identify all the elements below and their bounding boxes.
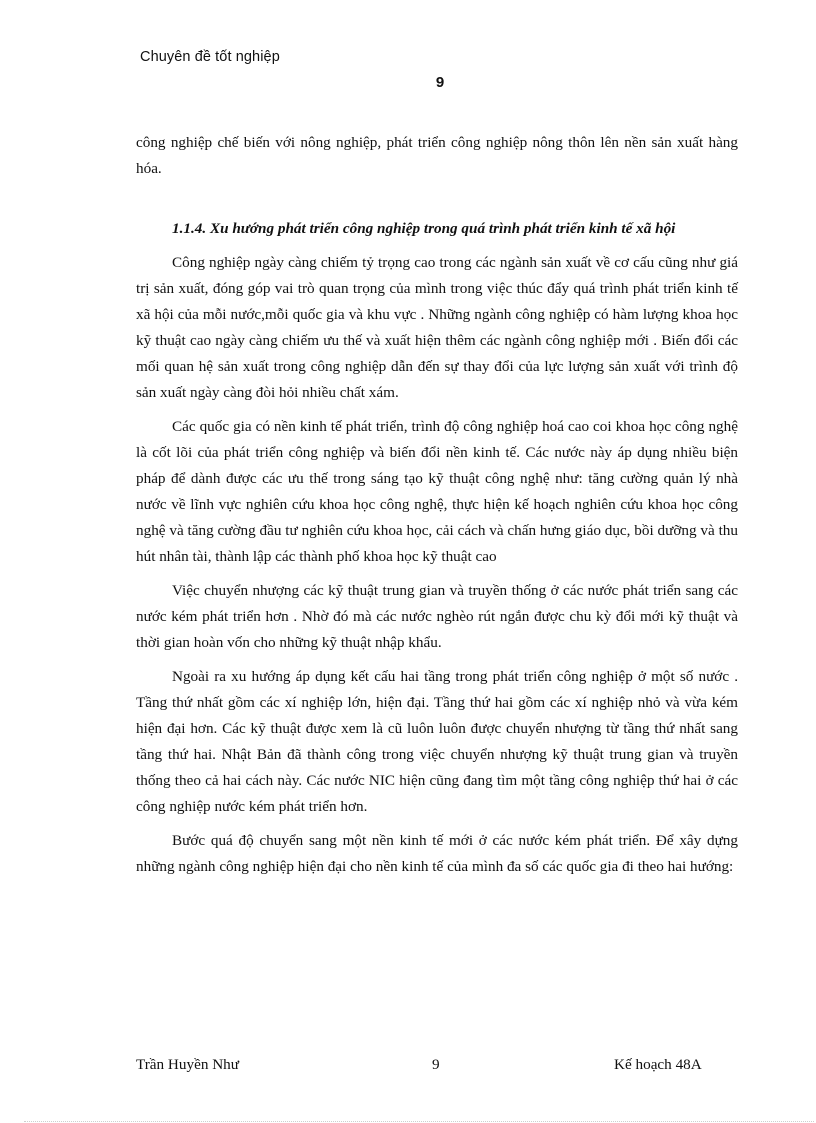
header-page-number: 9	[435, 74, 445, 91]
footer-plan: Kế hoạch 48A	[614, 1056, 702, 1073]
page-bottom-divider	[24, 1121, 814, 1122]
section-heading: 1.1.4. Xu hướng phát triển công nghiệp trong quá trình phát triển kinh tế xã hội	[172, 220, 676, 237]
body-paragraph: Bước quá độ chuyển sang một nền kinh tế mới ở các nước kém phát triển. Để xây dựng những ngành công nghiệp hiện đại cho nền kinh tế của mình đa số các quốc gia đi theo hai hướng:	[136, 832, 738, 875]
footer-author: Trần Huyền Như	[136, 1056, 240, 1073]
body-paragraph: Các quốc gia có nền kinh tế phát triển, trình độ công nghiệp hoá cao coi khoa học công nghệ là cốt lõi của phát triển công nghiệp và biến đổi nền kinh tế. Các nước này áp dụng nhiều biện pháp để dành được các ưu thế trong sáng tạo kỹ thuật công nghệ như: tăng cường quản lý nhà nước về lĩnh vực nghiên cứu khoa học công nghệ, thực hiện kế hoạch nghiên cứu khoa học công nghệ và tăng cường đầu tư nghiên cứu khoa học, cải cách và chấn hưng giáo dục, bồi dưỡng và thu hút nhân tài, thành lập các thành phố khoa học kỹ thuật cao	[136, 418, 738, 565]
document-body	[136, 130, 738, 888]
body-paragraph: Việc chuyển nhượng các kỹ thuật trung gian và truyền thống ở các nước phát triển sang các nước kém phát triển hơn . Nhờ đó mà các nước nghèo rút ngắn được chu kỳ đổi mới kỹ thuật và thời gian hoàn vốn cho những kỹ thuật nhập khẩu.	[136, 582, 738, 651]
body-paragraph: Công nghiệp ngày càng chiếm tỷ trọng cao trong các ngành sản xuất về cơ cấu cũng như giá trị sản xuất, đóng góp vai trò quan trọng của mình trong việc thúc đẩy quá trình phát triển kinh tế xã hội của mỗi nước,mỗi quốc gia và khu vực . Những ngành công nghiệp có hàm lượng khoa học kỹ thuật cao ngày càng chiếm ưu thế và xuất hiện thêm các ngành công nghiệp mới . Biến đổi các mối quan hệ sản xuất trong công nghiệp dẫn đến sự thay đổi của lực lượng sản xuất với trình độ sản xuất ngày càng đòi hỏi nhiều chất xám.	[136, 254, 738, 401]
header-title: Chuyên đề tốt nghiệp	[140, 49, 280, 65]
continuation-paragraph: công nghiệp chế biến với nông nghiệp, phát triển công nghiệp nông thôn lên nền sản xuất hàng hóa.	[136, 134, 738, 177]
footer-page-number: 9	[432, 1056, 440, 1073]
body-paragraph: Ngoài ra xu hướng áp dụng kết cấu hai tầng trong phát triển công nghiệp ở một số nước . Tầng thứ nhất gồm các xí nghiệp lớn, hiện đại. Tầng thứ hai gồm các xí nghiệp nhỏ và vừa kém hiện đại hơn. Các kỹ thuật được xem là cũ luôn luôn được chuyển nhượng từ tầng thứ nhất sang tầng thứ hai. Nhật Bản đã thành công trong việc chuyển nhượng kỹ thuật trung gian và truyền thống theo cả hai cách này. Các nước NIC hiện cũng đang tìm một tầng công nghiệp thứ hai ở các công nghiệp nước kém phát triển hơn.	[136, 668, 738, 815]
